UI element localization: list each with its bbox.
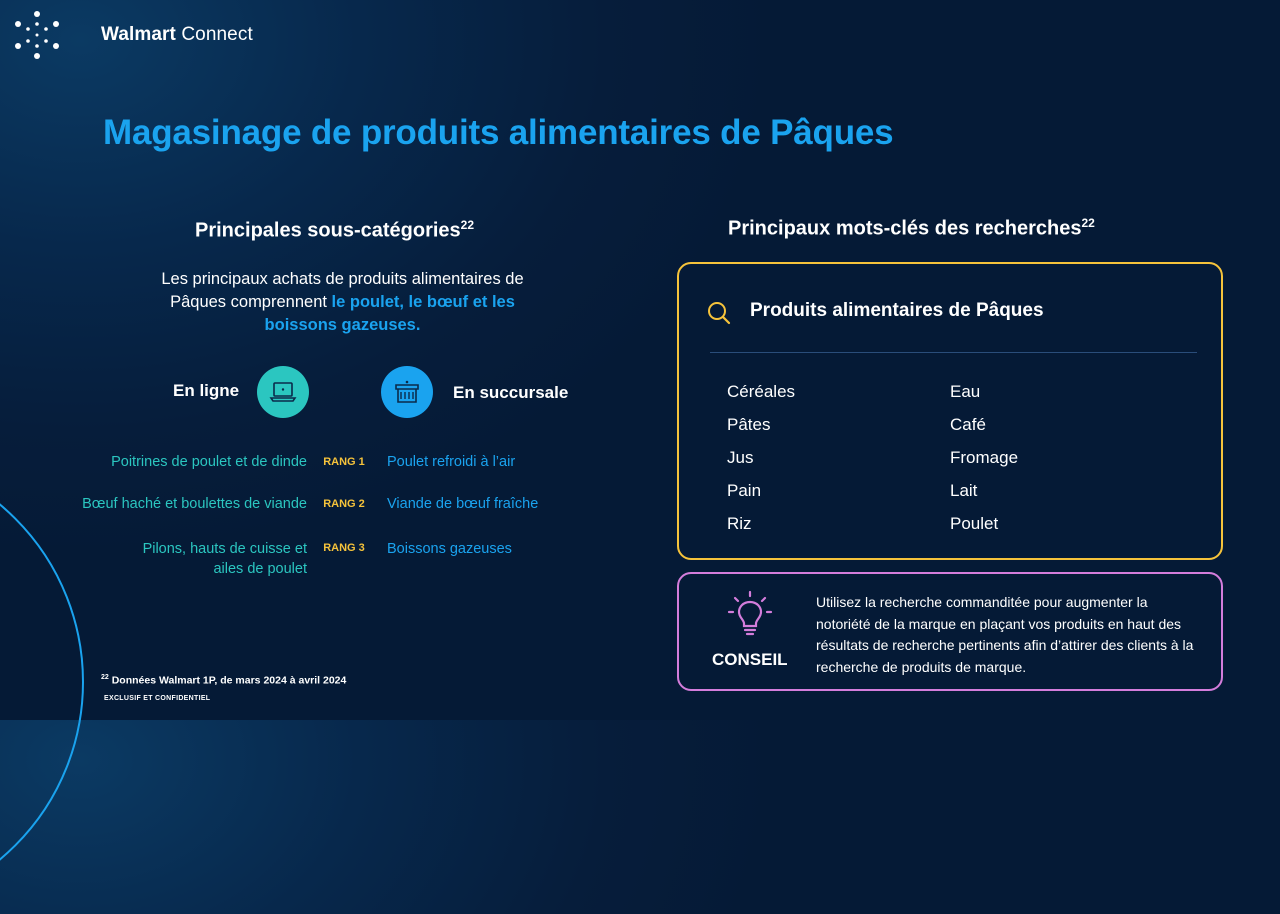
store-label: En succursale xyxy=(453,383,569,402)
keywords-heading-text: Principaux mots-clés des recherches xyxy=(728,217,1082,240)
online-rank-3-line1: Pilons, hauts de cuisse et xyxy=(142,541,307,557)
subcategories-heading xyxy=(195,218,474,243)
search-icon xyxy=(706,300,732,326)
rank-2-badge: RANG 2 xyxy=(323,498,365,510)
rank-3-badge: RANG 3 xyxy=(323,542,365,554)
store-channel-badge xyxy=(381,366,433,418)
store-rank-2: Viande de bœuf fraîche xyxy=(387,496,539,512)
description-highlight: le poulet, le bœuf et les boissons gazeuses. xyxy=(264,293,515,334)
tip-text: Utilisez la recherche commanditée pour augmenter la notoriété de la marque en plaçant vos produits en haut des résultats de recherche pertinents afin d’attirer des clients à la recherche de produits de marque. xyxy=(816,594,1194,675)
keyword-item: Céréales xyxy=(727,382,796,401)
divider xyxy=(710,352,1197,353)
online-label: En ligne xyxy=(173,381,240,400)
page-title: Magasinage de produits alimentaires de Pâques xyxy=(103,113,894,152)
confidential-label: EXCLUSIF ET CONFIDENTIEL xyxy=(104,695,211,702)
walmart-spark-logo xyxy=(12,10,62,60)
keyword-item: Café xyxy=(950,415,986,434)
keywords-heading xyxy=(728,216,1095,241)
store-rank-3: Boissons gazeuses xyxy=(387,541,512,557)
lightbulb-icon xyxy=(727,590,773,640)
decorative-arc xyxy=(0,450,84,914)
online-rank-2: Bœuf haché et boulettes de viande xyxy=(82,496,307,512)
online-rank-3 xyxy=(143,539,307,579)
description-text: Les principaux achats de produits alimentaires de Pâques comprennent xyxy=(161,270,524,311)
online-channel-badge xyxy=(257,366,309,418)
rank-1-badge: RANG 1 xyxy=(323,456,365,468)
footnote-ref: 22 xyxy=(460,218,475,232)
brand-name xyxy=(101,24,253,46)
keyword-item: Poulet xyxy=(950,514,999,533)
keyword-item: Eau xyxy=(950,382,981,401)
footnote-ref: 22 xyxy=(1081,216,1095,230)
tip-label: CONSEIL xyxy=(712,650,788,669)
keyword-item: Fromage xyxy=(950,448,1019,467)
brand-name-bold: Walmart xyxy=(101,24,176,45)
footnote xyxy=(101,674,346,687)
online-rank-3-line2: ailes de poulet xyxy=(213,561,307,577)
subcategories-description xyxy=(150,268,535,337)
subcategories-heading-text: Principales sous-catégories xyxy=(195,219,461,242)
keyword-item: Pain xyxy=(727,481,762,500)
brand-name-light: Connect xyxy=(181,24,253,45)
footnote-number: 22 xyxy=(101,674,109,681)
keyword-item: Lait xyxy=(950,481,978,500)
search-query-label: Produits alimentaires de Pâques xyxy=(750,300,1044,321)
footnote-text: Données Walmart 1P, de mars 2024 à avril 2024 xyxy=(108,674,347,687)
keyword-item: Jus xyxy=(727,448,754,467)
online-rank-1: Poitrines de poulet et de dinde xyxy=(111,454,307,470)
keyword-item: Riz xyxy=(727,514,752,533)
store-icon xyxy=(393,379,421,405)
laptop-icon xyxy=(269,381,297,403)
store-rank-1: Poulet refroidi à l’air xyxy=(387,454,516,470)
keyword-item: Pâtes xyxy=(727,415,771,434)
